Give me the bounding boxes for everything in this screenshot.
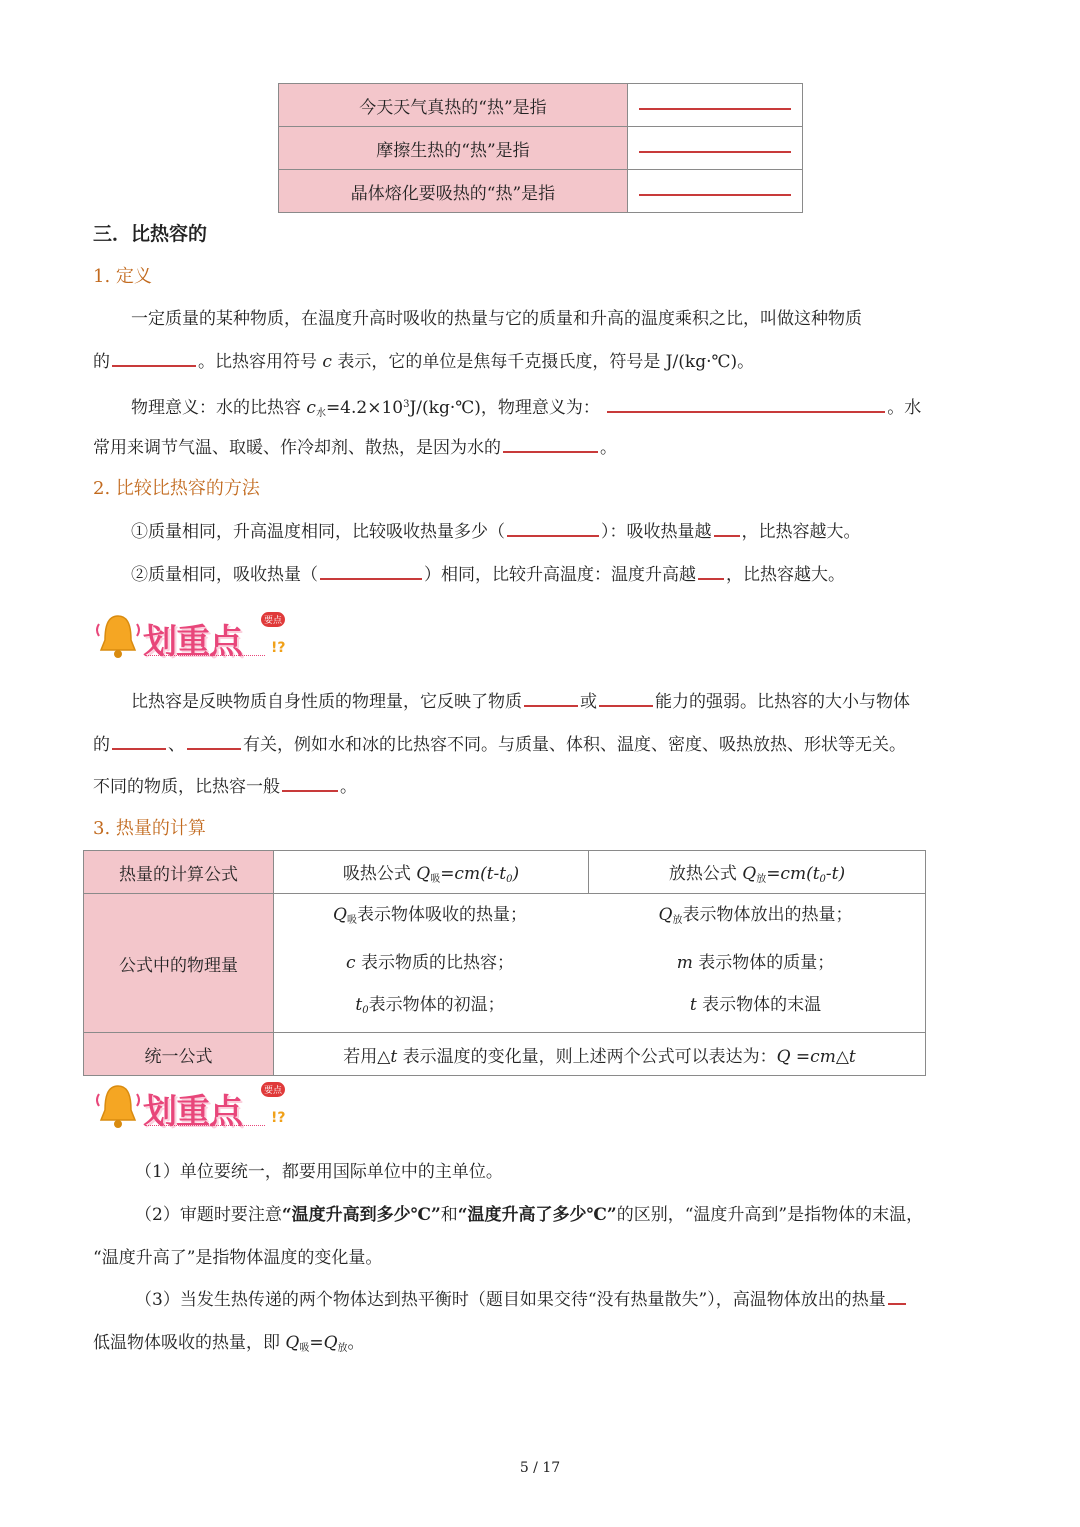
definition-line-1: 一定质量的某种物质，在温度升高时吸收的热量与它的质量和升高的温度乘积之比，叫做这种物质 [131, 309, 862, 329]
note-3: （3）当发生热传递的两个物体达到热平衡时（题目如果交待“没有热量散失”），高温物体放出的热量 [135, 1289, 908, 1311]
note-2-line-2: “温度升高了”是指物体温度的变化量。 [93, 1248, 383, 1268]
subheading-definition: 1. 定义 [93, 266, 152, 287]
key-text-3: 不同的物质，比热容一般 。 [93, 777, 357, 797]
top-table [278, 83, 803, 213]
note-2: （2）审题时要注意“温度升高到多少℃”和“温度升高了多少℃”的区别，“温度升高到”是指物体的末温， [135, 1205, 924, 1225]
key-point-badge [93, 1080, 303, 1138]
answer-cell [628, 170, 803, 213]
bell-icon [93, 1080, 143, 1136]
definition-line-2: 的 。比热容用符号 c 表示，它的单位是焦每千克摄氏度，符号是 J/(kg·℃)。 [93, 352, 755, 372]
row-label: 公式中的物理量 [84, 894, 274, 1033]
bell-icon [93, 610, 143, 666]
badge-tag: 要点 [261, 612, 285, 627]
badge-text: 划重点 [143, 622, 242, 662]
answer-cell [628, 127, 803, 170]
key-point-badge [93, 610, 303, 668]
heat-formula-table [83, 850, 926, 1076]
note-1: （1）单位要统一，都要用国际单位中的主单位。 [135, 1162, 503, 1182]
badge-tag: 要点 [261, 1082, 285, 1097]
badge-mark: !? [271, 1110, 286, 1126]
release-formula: 放热公式 $Q_放=cm(t_0-t)$ [589, 851, 926, 894]
row-label: 热量的计算公式 [84, 851, 274, 894]
note-3-line-2: 低温物体吸收的热量，即 $Q_吸=Q_放$。 [93, 1333, 365, 1354]
quantities-cell: $Q_吸$表示物体吸收的热量； c 表示物质的比热容； $t_0$表示物体的初温； $Q_放$表示物体放出的热量； m 表示物体的质量； t 表示物体的末温 [274, 894, 926, 1033]
answer-cell [628, 84, 803, 127]
key-text-2: 的 、 有关，例如水和冰的比热容不同。与质量、体积、温度、密度、吸热放热、形状等无关。 [93, 735, 906, 755]
table-row-label: 晶体熔化要吸热的“热”是指 [279, 170, 628, 213]
method-2: ②质量相同，吸收热量（ ）相同，比较升高温度：温度升高越 ，比热容越大。 [131, 565, 845, 585]
usage-line: 常用来调节气温、取暖、作冷却剂、散热，是因为水的 。 [93, 438, 617, 458]
subheading-compare: 2. 比较比热容的方法 [93, 478, 260, 499]
table-row-label: 今天天气真热的“热”是指 [279, 84, 628, 127]
physical-meaning-line: 物理意义：水的比热容 $c_水=4.2\times 10^3J/(kg\cdot℃)$，物理意义为： 。水 [131, 398, 922, 419]
table-row-label: 摩擦生热的“热”是指 [279, 127, 628, 170]
page-number: 5 / 17 [519, 1460, 561, 1476]
key-text-1: 比热容是反映物质自身性质的物理量，它反映了物质 或 能力的强弱。比热容的大小与物体 [131, 692, 910, 712]
absorb-formula: 吸热公式 $Q_吸=cm(t-t_0)$ [274, 851, 589, 894]
badge-text: 划重点 [143, 1092, 242, 1132]
subheading-calc: 3. 热量的计算 [93, 818, 206, 839]
badge-mark: !? [271, 640, 286, 656]
method-1: ①质量相同，升高温度相同，比较吸收热量多少（ ）：吸收热量越 ，比热容越大。 [131, 522, 861, 542]
unified-formula: 若用△t 表示温度的变化量，则上述两个公式可以表达为：Q =cm△t [274, 1033, 926, 1076]
row-label: 统一公式 [84, 1033, 274, 1076]
section-title: 三．比热容的 [93, 223, 208, 245]
